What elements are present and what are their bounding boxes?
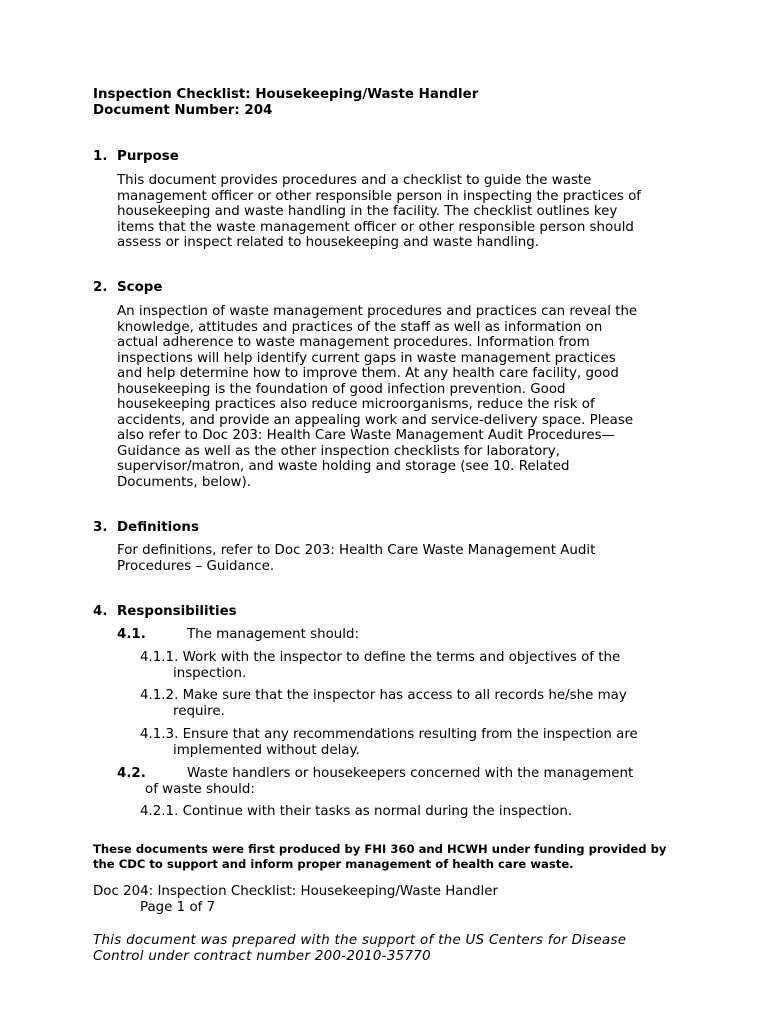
funding-note-line: the CDC to support and inform proper management of health care waste.	[93, 857, 574, 871]
subsection-text: Waste handlers or housekeepers concerned with the management	[187, 766, 634, 781]
paragraph-line: management officer or other responsible person in inspecting the practices of	[117, 188, 641, 204]
item-text-cont: inspection.	[173, 666, 247, 681]
paragraph-line: assess or inspect related to housekeeping and waste handling.	[117, 235, 539, 250]
list-item-4-1-1	[140, 650, 620, 682]
document-number: Document Number: 204	[93, 103, 273, 118]
paragraph-line: inspections will help identify current gaps in waste management practices	[117, 350, 616, 366]
item-text: Continue with their tasks as normal during the inspection.	[182, 804, 573, 819]
section-number: 1.	[93, 149, 108, 164]
paragraph-line: Documents, below).	[117, 474, 251, 490]
section-definitions-heading	[93, 520, 199, 536]
subsection-4-2	[117, 766, 633, 782]
support-note	[93, 933, 626, 965]
paragraph-line: housekeeping practices also reduce microorganisms, reduce the risk of	[117, 397, 595, 412]
item-number: 4.1.1.	[140, 650, 179, 665]
support-note-line: Control under contract number 200-2010-35770	[93, 949, 431, 964]
item-text: Make sure that the inspector has access to all records he/she may	[182, 688, 627, 703]
paragraph-line: This document provides procedures and a checklist to guide the waste	[117, 173, 592, 188]
section-scope-body	[117, 304, 677, 490]
item-number: 4.1.3.	[140, 727, 179, 742]
paragraph-line: housekeeping and waste handling in the facility. The checklist outlines key	[117, 204, 618, 219]
paragraph-line: Guidance as well as the other inspection checklists for laboratory,	[117, 443, 560, 459]
paragraph-line: knowledge, attitudes and practices of the staff as well as information on	[117, 319, 603, 335]
paragraph-line: supervisor/matron, and waste holding and storage (see 10. Related	[117, 459, 570, 474]
section-title: Purpose	[117, 149, 179, 164]
subsection-number: 4.2.	[117, 766, 146, 781]
subsection-4-1	[117, 627, 359, 643]
section-definitions-body	[117, 543, 677, 574]
paragraph-line: items that the waste management officer or other responsible person should	[117, 219, 634, 235]
page-number: Page 1 of 7	[140, 900, 216, 915]
section-number: 4.	[93, 604, 108, 619]
footer-doc-title: Doc 204: Inspection Checklist: Housekeeping/Waste Handler	[93, 884, 498, 899]
paragraph-line: For definitions, refer to Doc 203: Health Care Waste Management Audit	[117, 543, 596, 558]
subsection-number: 4.1.	[117, 627, 146, 642]
paragraph-line: actual adherence to waste management procedures. Information from	[117, 335, 590, 350]
paragraph-line: accidents, and provide an appealing work and service-delivery space. Please	[117, 412, 634, 428]
item-text-cont: implemented without delay.	[173, 743, 360, 758]
section-purpose-body	[117, 173, 677, 251]
support-note-line: This document was prepared with the support of the US Centers for Disease	[93, 933, 627, 948]
list-item-4-1-2	[140, 688, 627, 720]
subsection-text-cont: of waste should:	[145, 782, 255, 797]
paragraph-line: and help determine how to improve them. At any health care facility, good	[117, 366, 619, 381]
document-title: Inspection Checklist: Housekeeping/Waste Handler	[93, 87, 479, 102]
item-text: Work with the inspector to define the terms and objectives of the	[182, 650, 621, 665]
section-responsibilities-heading	[93, 604, 237, 620]
paragraph-line: also refer to Doc 203: Health Care Waste Management Audit Procedures—	[117, 428, 615, 443]
funding-note	[93, 842, 666, 872]
section-title: Definitions	[117, 520, 199, 535]
section-number: 2.	[93, 280, 108, 295]
section-title: Scope	[117, 280, 163, 295]
paragraph-line: Procedures – Guidance.	[117, 558, 275, 574]
paragraph-line: housekeeping is the foundation of good infection prevention. Good	[117, 381, 566, 397]
item-number: 4.1.2.	[140, 688, 179, 703]
item-text: Ensure that any recommendations resulting from the inspection are	[182, 727, 638, 742]
item-text-cont: require.	[173, 704, 225, 719]
subsection-text: The management should:	[187, 627, 359, 642]
funding-note-line: These documents were first produced by FHI 360 and HCWH under funding provided by	[93, 842, 667, 856]
section-number: 3.	[93, 520, 108, 535]
list-item-4-2-1	[140, 804, 572, 820]
item-number: 4.2.1.	[140, 804, 179, 819]
paragraph-line: An inspection of waste management procedures and practices can reveal the	[117, 304, 638, 319]
section-title: Responsibilities	[117, 604, 237, 619]
section-scope-heading	[93, 280, 162, 296]
list-item-4-1-3	[140, 727, 638, 759]
section-purpose-heading	[93, 149, 179, 165]
